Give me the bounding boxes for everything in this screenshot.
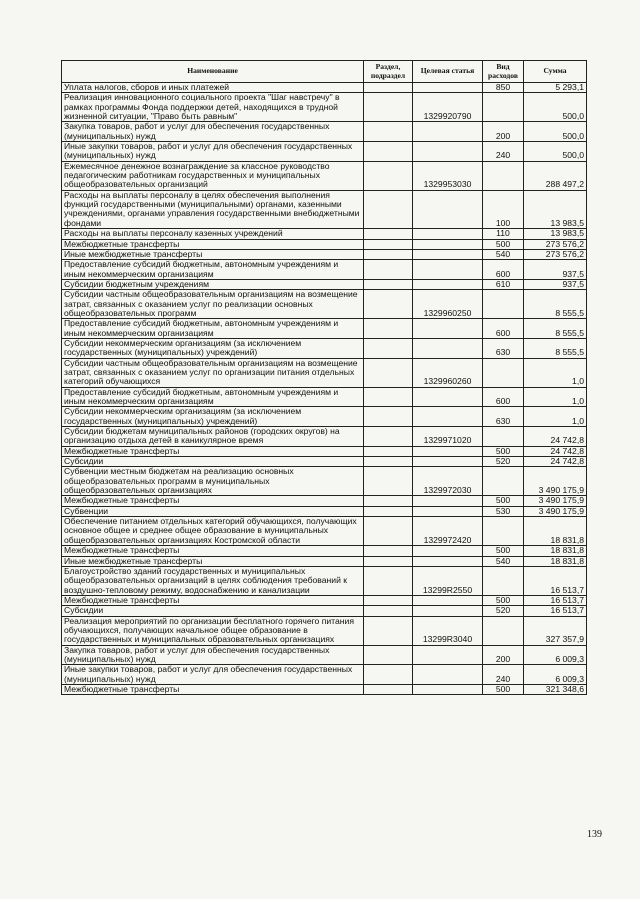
cell-section bbox=[364, 566, 413, 595]
cell-name: Межбюджетные трансферты bbox=[62, 239, 364, 249]
cell-name: Иные закупки товаров, работ и услуг для обеспечения государственных (муниципальных) нужд bbox=[62, 142, 364, 162]
table-row bbox=[62, 616, 587, 645]
cell-sum: 321 348,6 bbox=[524, 684, 587, 694]
cell-target: 1329920790 bbox=[413, 93, 483, 122]
cell-name: Субсидии частным общеобразовательным организациям на возмещение затрат, связанных с оказанием услуг по организации питания отдельных категорий обучающихся bbox=[62, 358, 364, 387]
cell-target bbox=[413, 506, 483, 516]
table-row bbox=[62, 556, 587, 566]
cell-name: Предоставление субсидий бюджетным, автономным учреждениям и иным некоммерческим организациям bbox=[62, 319, 364, 339]
cell-target bbox=[413, 606, 483, 616]
cell-section bbox=[364, 427, 413, 447]
cell-type: 530 bbox=[483, 506, 524, 516]
cell-target bbox=[413, 319, 483, 339]
table-row bbox=[62, 279, 587, 289]
cell-sum: 3 490 175,9 bbox=[524, 467, 587, 496]
cell-name: Предоставление субсидий бюджетным, автономным учреждениям и иным некоммерческим организациям bbox=[62, 260, 364, 280]
cell-name: Субсидии частным общеобразовательным организациям на возмещение затрат, связанных с оказанием услуг по реализации основных общеобразовательных программ bbox=[62, 290, 364, 319]
table-row bbox=[62, 496, 587, 506]
column-header-target: Целевая статья bbox=[413, 61, 483, 83]
cell-sum: 937,5 bbox=[524, 260, 587, 280]
cell-sum: 8 555,5 bbox=[524, 290, 587, 319]
cell-sum: 16 513,7 bbox=[524, 595, 587, 605]
table-row bbox=[62, 665, 587, 685]
cell-section bbox=[364, 338, 413, 358]
cell-target bbox=[413, 387, 483, 407]
cell-name: Обеспечение питанием отдельных категорий обучающихся, получающих основное общее и среднее общее образование в муниципальных общеобразовательных организациях Костромской области bbox=[62, 517, 364, 546]
cell-type: 500 bbox=[483, 546, 524, 556]
cell-sum: 8 555,5 bbox=[524, 319, 587, 339]
cell-name: Межбюджетные трансферты bbox=[62, 595, 364, 605]
cell-sum: 500,0 bbox=[524, 93, 587, 122]
cell-sum: 18 831,8 bbox=[524, 546, 587, 556]
cell-type: 200 bbox=[483, 645, 524, 665]
cell-type: 610 bbox=[483, 279, 524, 289]
cell-target bbox=[413, 446, 483, 456]
cell-sum: 6 009,3 bbox=[524, 665, 587, 685]
table-row bbox=[62, 407, 587, 427]
cell-sum: 24 742,8 bbox=[524, 457, 587, 467]
cell-target bbox=[413, 407, 483, 427]
cell-sum: 16 513,7 bbox=[524, 566, 587, 595]
cell-name: Предоставление субсидий бюджетным, автономным учреждениям и иным некоммерческим организациям bbox=[62, 387, 364, 407]
cell-target bbox=[413, 684, 483, 694]
column-header-type: Вид расходов bbox=[483, 61, 524, 83]
table-row bbox=[62, 338, 587, 358]
cell-name: Реализация мероприятий по организации бесплатного горячего питания обучающихся, получающих начальное общее образование в государственных и муниципальных образовательных организациях bbox=[62, 616, 364, 645]
cell-type bbox=[483, 427, 524, 447]
cell-type: 630 bbox=[483, 407, 524, 427]
table-row bbox=[62, 142, 587, 162]
cell-section bbox=[364, 467, 413, 496]
cell-sum: 13 983,5 bbox=[524, 229, 587, 239]
cell-type: 540 bbox=[483, 249, 524, 259]
cell-section bbox=[364, 546, 413, 556]
cell-section bbox=[364, 606, 413, 616]
cell-sum: 1,0 bbox=[524, 358, 587, 387]
cell-type: 240 bbox=[483, 665, 524, 685]
cell-type: 850 bbox=[483, 83, 524, 93]
cell-target: 13299R3040 bbox=[413, 616, 483, 645]
cell-section bbox=[364, 645, 413, 665]
cell-type bbox=[483, 616, 524, 645]
cell-sum: 18 831,8 bbox=[524, 556, 587, 566]
cell-name: Иные закупки товаров, работ и услуг для обеспечения государственных (муниципальных) нужд bbox=[62, 665, 364, 685]
cell-sum: 288 497,2 bbox=[524, 161, 587, 190]
cell-target bbox=[413, 595, 483, 605]
cell-name: Субсидии некоммерческим организациям (за исключением государственных (муниципальных) учреждений) bbox=[62, 338, 364, 358]
cell-sum: 24 742,8 bbox=[524, 446, 587, 456]
cell-target bbox=[413, 546, 483, 556]
cell-sum: 500,0 bbox=[524, 142, 587, 162]
cell-type: 500 bbox=[483, 496, 524, 506]
cell-sum: 1,0 bbox=[524, 387, 587, 407]
cell-sum: 13 983,5 bbox=[524, 190, 587, 228]
cell-section bbox=[364, 161, 413, 190]
budget-table bbox=[61, 60, 587, 695]
cell-name: Реализация инновационного социального проекта "Шаг навстречу" в рамках программы Фонда поддержки детей, находящихся в трудной жизненной ситуации, "Право быть равным" bbox=[62, 93, 364, 122]
cell-section bbox=[364, 457, 413, 467]
cell-name: Субвенции bbox=[62, 506, 364, 516]
page-number: 139 bbox=[587, 829, 602, 840]
table-row bbox=[62, 358, 587, 387]
table-row bbox=[62, 506, 587, 516]
cell-name: Ежемесячное денежное вознаграждение за классное руководство педагогическим работникам государственных и муниципальных общеобразовательных организаций bbox=[62, 161, 364, 190]
cell-section bbox=[364, 595, 413, 605]
table-row bbox=[62, 467, 587, 496]
column-header-section: Раздел, подраздел bbox=[364, 61, 413, 83]
cell-name: Иные межбюджетные трансферты bbox=[62, 556, 364, 566]
cell-name: Иные межбюджетные трансферты bbox=[62, 249, 364, 259]
cell-target bbox=[413, 665, 483, 685]
table-row bbox=[62, 122, 587, 142]
cell-section bbox=[364, 142, 413, 162]
cell-sum: 273 576,2 bbox=[524, 249, 587, 259]
cell-type: 600 bbox=[483, 319, 524, 339]
cell-section bbox=[364, 358, 413, 387]
cell-type: 500 bbox=[483, 595, 524, 605]
cell-type: 500 bbox=[483, 684, 524, 694]
cell-type bbox=[483, 566, 524, 595]
cell-sum: 6 009,3 bbox=[524, 645, 587, 665]
cell-name: Субсидии bbox=[62, 457, 364, 467]
cell-name: Субсидии bbox=[62, 606, 364, 616]
cell-type: 540 bbox=[483, 556, 524, 566]
cell-section bbox=[364, 83, 413, 93]
cell-sum: 327 357,9 bbox=[524, 616, 587, 645]
table-row bbox=[62, 457, 587, 467]
cell-target: 1329972420 bbox=[413, 517, 483, 546]
cell-target bbox=[413, 457, 483, 467]
cell-section bbox=[364, 407, 413, 427]
cell-target bbox=[413, 142, 483, 162]
table-row bbox=[62, 83, 587, 93]
cell-section bbox=[364, 517, 413, 546]
cell-type: 520 bbox=[483, 606, 524, 616]
table-header-row bbox=[62, 61, 587, 83]
cell-sum: 500,0 bbox=[524, 122, 587, 142]
cell-section bbox=[364, 279, 413, 289]
cell-sum: 3 490 175,9 bbox=[524, 506, 587, 516]
table-row bbox=[62, 93, 587, 122]
column-header-sum: Сумма bbox=[524, 61, 587, 83]
table-row bbox=[62, 229, 587, 239]
cell-type bbox=[483, 93, 524, 122]
table-row bbox=[62, 427, 587, 447]
cell-type bbox=[483, 467, 524, 496]
cell-sum: 18 831,8 bbox=[524, 517, 587, 546]
cell-name: Благоустройство зданий государственных и муниципальных общеобразовательных организаций в целях соблюдения требований к воздушно-тепловому режиму, водоснабжению и канализации bbox=[62, 566, 364, 595]
cell-target bbox=[413, 556, 483, 566]
cell-target bbox=[413, 122, 483, 142]
cell-target bbox=[413, 190, 483, 228]
cell-sum: 16 513,7 bbox=[524, 606, 587, 616]
cell-type bbox=[483, 517, 524, 546]
table-row bbox=[62, 446, 587, 456]
cell-target bbox=[413, 496, 483, 506]
cell-name: Межбюджетные трансферты bbox=[62, 446, 364, 456]
cell-type: 600 bbox=[483, 387, 524, 407]
cell-section bbox=[364, 684, 413, 694]
cell-name: Межбюджетные трансферты bbox=[62, 546, 364, 556]
cell-section bbox=[364, 239, 413, 249]
cell-type: 100 bbox=[483, 190, 524, 228]
cell-sum: 1,0 bbox=[524, 407, 587, 427]
cell-type: 600 bbox=[483, 260, 524, 280]
cell-section bbox=[364, 665, 413, 685]
cell-type: 500 bbox=[483, 446, 524, 456]
cell-sum: 5 293,1 bbox=[524, 83, 587, 93]
cell-sum: 937,5 bbox=[524, 279, 587, 289]
cell-section bbox=[364, 496, 413, 506]
cell-target bbox=[413, 229, 483, 239]
cell-sum: 8 555,5 bbox=[524, 338, 587, 358]
cell-section bbox=[364, 290, 413, 319]
cell-sum: 273 576,2 bbox=[524, 239, 587, 249]
table-row bbox=[62, 249, 587, 259]
cell-type bbox=[483, 161, 524, 190]
cell-type: 200 bbox=[483, 122, 524, 142]
cell-section bbox=[364, 93, 413, 122]
cell-name: Расходы на выплаты персоналу в целях обеспечения выполнения функций государственными (муниципальными) органами, казенными учреждениями, органами управления государственными внебюджетными фондами bbox=[62, 190, 364, 228]
table-row bbox=[62, 239, 587, 249]
cell-target: 1329960260 bbox=[413, 358, 483, 387]
cell-target bbox=[413, 249, 483, 259]
cell-section bbox=[364, 122, 413, 142]
cell-section bbox=[364, 249, 413, 259]
cell-name: Уплата налогов, сборов и иных платежей bbox=[62, 83, 364, 93]
cell-target bbox=[413, 279, 483, 289]
column-header-name: Наименование bbox=[62, 61, 364, 83]
cell-target bbox=[413, 338, 483, 358]
cell-name: Расходы на выплаты персоналу казенных учреждений bbox=[62, 229, 364, 239]
cell-type: 500 bbox=[483, 239, 524, 249]
cell-target: 1329960250 bbox=[413, 290, 483, 319]
cell-target: 1329971020 bbox=[413, 427, 483, 447]
table-row bbox=[62, 566, 587, 595]
cell-target bbox=[413, 239, 483, 249]
cell-name: Межбюджетные трансферты bbox=[62, 684, 364, 694]
cell-name: Закупка товаров, работ и услуг для обеспечения государственных (муниципальных) нужд bbox=[62, 645, 364, 665]
cell-type bbox=[483, 358, 524, 387]
cell-target bbox=[413, 645, 483, 665]
table-row bbox=[62, 517, 587, 546]
cell-target bbox=[413, 83, 483, 93]
cell-section bbox=[364, 319, 413, 339]
table-row bbox=[62, 319, 587, 339]
cell-name: Межбюджетные трансферты bbox=[62, 496, 364, 506]
cell-section bbox=[364, 190, 413, 228]
cell-type: 520 bbox=[483, 457, 524, 467]
cell-target: 13299R2550 bbox=[413, 566, 483, 595]
cell-target: 1329972030 bbox=[413, 467, 483, 496]
cell-type: 240 bbox=[483, 142, 524, 162]
cell-name: Субсидии бюджетным учреждениям bbox=[62, 279, 364, 289]
cell-type: 110 bbox=[483, 229, 524, 239]
table-row bbox=[62, 260, 587, 280]
cell-section bbox=[364, 616, 413, 645]
cell-name: Субсидии некоммерческим организациям (за исключением государственных (муниципальных) учреждений) bbox=[62, 407, 364, 427]
cell-section bbox=[364, 556, 413, 566]
cell-type bbox=[483, 290, 524, 319]
cell-sum: 24 742,8 bbox=[524, 427, 587, 447]
table-row bbox=[62, 387, 587, 407]
cell-name: Субвенции местным бюджетам на реализацию основных общеобразовательных программ в муниципальных общеобразовательных организациях bbox=[62, 467, 364, 496]
cell-section bbox=[364, 446, 413, 456]
cell-section bbox=[364, 506, 413, 516]
cell-section bbox=[364, 260, 413, 280]
table-row bbox=[62, 606, 587, 616]
table-row bbox=[62, 684, 587, 694]
table-row bbox=[62, 595, 587, 605]
table-row bbox=[62, 290, 587, 319]
table-row bbox=[62, 645, 587, 665]
cell-target: 1329953030 bbox=[413, 161, 483, 190]
cell-name: Закупка товаров, работ и услуг для обеспечения государственных (муниципальных) нужд bbox=[62, 122, 364, 142]
cell-target bbox=[413, 260, 483, 280]
cell-sum: 3 490 175,9 bbox=[524, 496, 587, 506]
table-row bbox=[62, 161, 587, 190]
cell-section bbox=[364, 229, 413, 239]
cell-section bbox=[364, 387, 413, 407]
table-body bbox=[62, 83, 587, 695]
table-row bbox=[62, 190, 587, 228]
cell-name: Субсидии бюджетам муниципальных районов (городских округов) на организацию отдыха детей в каникулярное время bbox=[62, 427, 364, 447]
table-row bbox=[62, 546, 587, 556]
cell-type: 630 bbox=[483, 338, 524, 358]
